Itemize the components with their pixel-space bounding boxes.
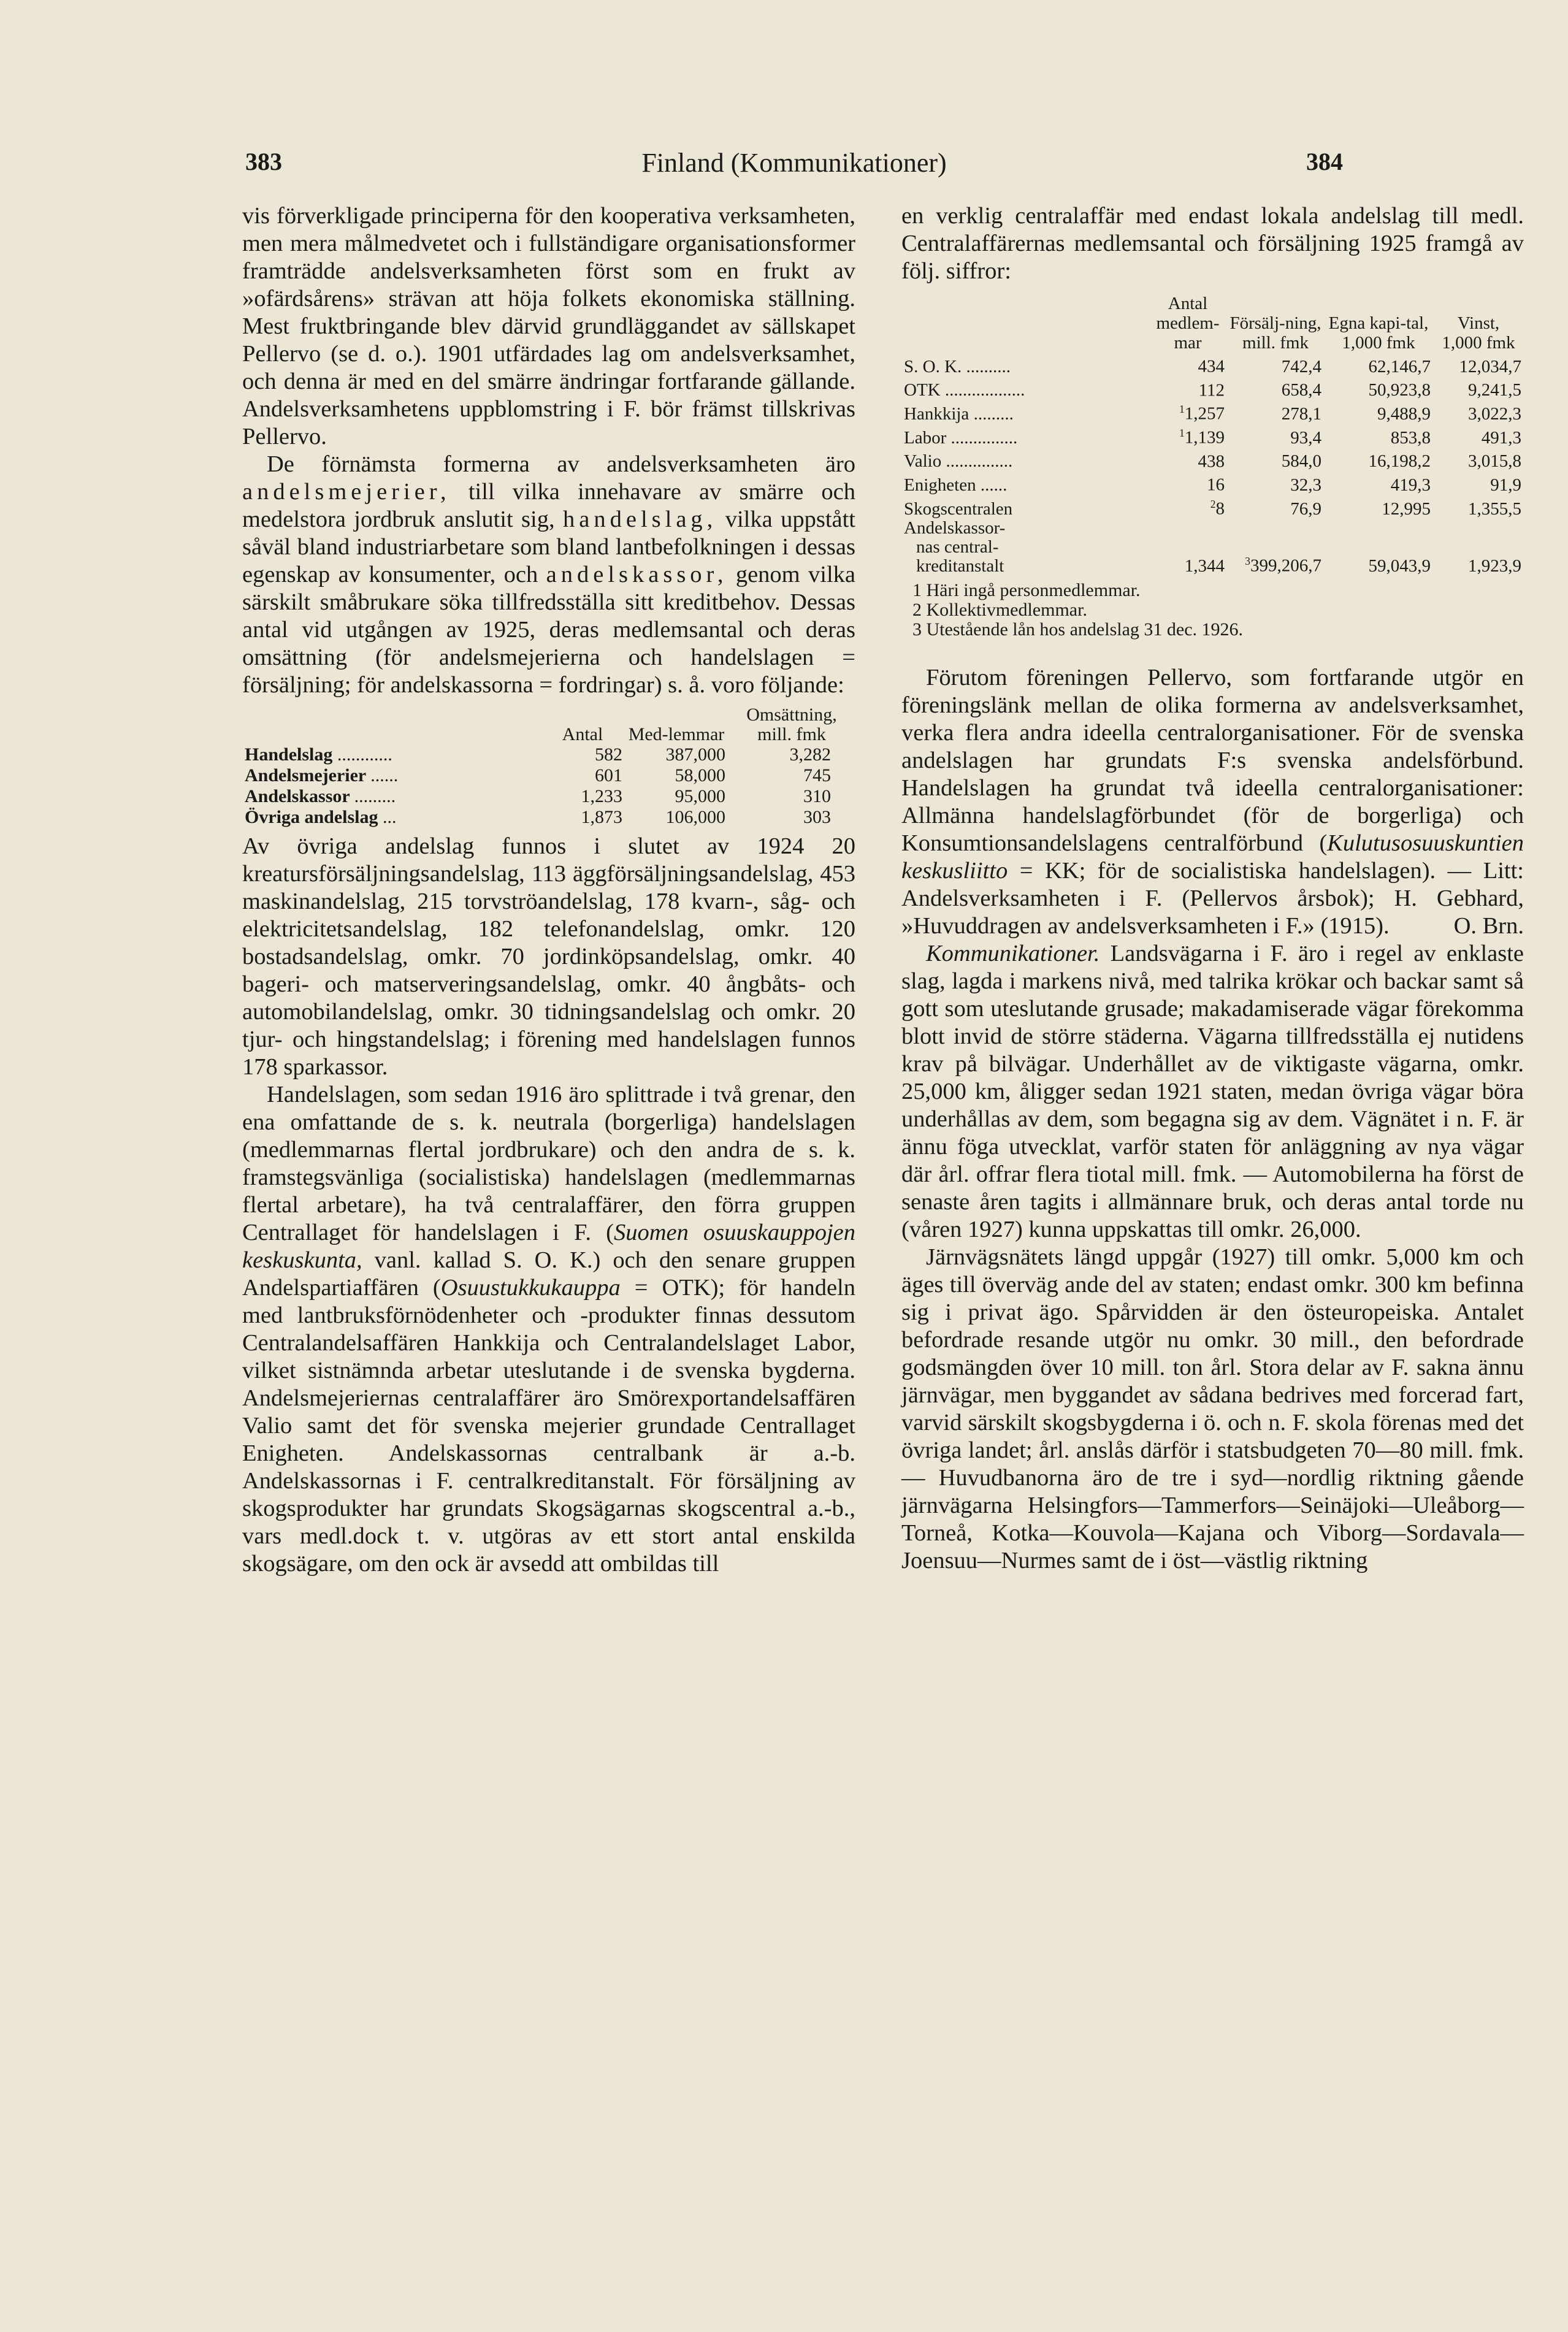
table-row: Andelskassor ......... 1,233 95,000 310 — [245, 786, 831, 806]
page-header — [245, 147, 1343, 190]
cooperatives-table — [242, 705, 855, 828]
table-row: S. O. K. .......... 434 742,4 62,146,7 12,034,7 — [904, 356, 1521, 377]
author-signature: O. Brn. — [1453, 912, 1524, 939]
right-paragraph-2: Förutom föreningen Pellervo, som fortfarande utgör en föreningslänk mellan de olika formerna av andelsverksamhet, verka flera andra ideella centralorganisationer. För de svenska andelslagen har grundats F:s svenska andelsförbund. Handelslagen ha grundat två ideella centralorganisationer: Allmänna handelslagförbundet (för de borgerliga) och Konsumtionsandelslagens centralförbund (Kulutusosuuskuntien keskusliitto = KK; för de socialistiska handelslagen). — Litt: Andelsverksamheten i F. (Pellervos årsbok); H. Gebhard, »Huvuddragen av andelsverksamheten i F.» (1915). O. Brn. — [901, 664, 1524, 939]
table-footnotes — [901, 581, 1524, 640]
right-paragraph-3: Kommunikationer. Landsvägarna i F. äro i regel av enklaste slag, lagda i markens nivå, med talrika krökar och backar samt så gott som uteslutande grusade; makadamiserade vägar förekomma blott invid de större städerna. Vägarna tillfredsställa ej nutidens krav på bilvägar. Underhållet av de viktigaste vägarna, omkr. 25,000 km, åligger sedan 1921 staten, medan övriga vägar böra underhållas av dem, som begagna sig av dem. Vägnätet i n. F. är ännu föga utvecklat, varför staten för anläggning av nya vägar där årl. offrar flera tiotal mill. fmk. — Automobilerna ha först de senaste åren tagits i allmännare bruk, och deras antal torde nu (våren 1927) kunna uppskattas till omkr. 26,000. — [901, 940, 1524, 1242]
finnish-name-otk: Osuustukkukauppa — [440, 1275, 621, 1301]
column-header: Med-lemmar — [628, 724, 725, 744]
table-row: Handelslag ............ 582 387,000 3,282 — [245, 744, 831, 765]
section-heading-kommunikationer: Kommunikationer. — [926, 940, 1100, 966]
term-handelslag: handelslag, — [563, 507, 717, 532]
page-number-left: 383 — [245, 148, 282, 175]
table-row: Andelsmejerier ...... 601 58,000 745 — [245, 765, 831, 786]
column-header: Försälj-ning, mill. fmk — [1230, 313, 1321, 353]
central-organisations-table — [901, 294, 1524, 576]
footnote: 3 Utestående lån hos andelslag 31 dec. 1926. — [912, 619, 1244, 640]
finnish-name-sok: Suomen osuuskauppojen keskuskunta, — [242, 1220, 856, 1273]
page-number-right: 384 — [1306, 148, 1343, 175]
table-row: Enigheten ...... 16 32,3 419,3 91,9 — [904, 475, 1521, 495]
table-row: Skogscentralen $^2$8 76,9 12,995 1,355,5 — [904, 497, 1521, 519]
running-title: Finland (Kommunikationer) — [641, 148, 947, 178]
left-column — [242, 202, 855, 1578]
left-paragraph-4: Handelslagen, som sedan 1916 äro splittrade i två grenar, den ena omfattande de s. k. neutrala (borgerliga) handelslagen (medlemmarnas flertal jordbrukare) och den andra de s. k. framstegsvänliga (socialistiska) handelslagen (medlemmarnas flertal arbetare), ha två centralaffärer, den förra gruppen Centrallaget för handelslagen i F. (Suomen osuuskauppojen keskuskunta, vanl. kallad S. O. K.) och den senare gruppen Andelspartiaffären (Osuustukkukauppa = OTK); för handeln med lantbruksförnödenheter och -produkter finnas dessutom Centralandelsaffären Hankkija och Centralandelslaget Labor, vilket sistnämnda arbetar uteslutande i de svenska bygderna. Andelsmejeriernas centralaffärer äro Smörexportandelsaffären Valio samt det för svenska mejerier grundade Centrallaget Enigheten. Andelskassornas centralbank är a.-b. Andelskassornas i F. centralkreditanstalt. För försäljning av skogsprodukter har grundats Skogsägarnas skogscentral a.-b., vars medl.dock t. v. utgöras av ett stort antal enskilda skogsägare, om den ock är avsedd att ombildas till — [242, 1082, 856, 1577]
right-column — [901, 202, 1524, 1575]
table-header-row — [242, 705, 855, 744]
column-header: Egna kapi-tal, 1,000 fmk — [1328, 313, 1429, 353]
table-row: OTK .................. 112 658,4 50,923,8 9,241,5 — [904, 380, 1521, 400]
table-row: Övriga andelslag ... 1,873 106,000 303 — [245, 807, 831, 827]
column-header: Vinst, 1,000 fmk — [1442, 313, 1515, 353]
table-header-row — [901, 294, 1524, 353]
footnote: 2 Kollektivmedlemmar. — [912, 599, 1087, 620]
finnish-name-kk: Kulutusosuuskuntien keskusliitto — [901, 830, 1524, 884]
right-paragraph-4: Järnvägsnätets längd uppgår (1927) till omkr. 5,000 km och äges till överväg ande del av staten; endast omkr. 300 km befinna sig i privat ägo. Spårvidden är den östeuropeiska. Antalet befordrade resande utgör nu omkr. 30 mill., den befordrade godsmängden över 10 mill. ton årl. Stora delar av F. sakna ännu järnvägar, men byggandet av sådana bedrives med forcerad fart, varvid särskilt skogsbygderna i ö. och n. F. skola förenas med det övriga landet; årl. anslås därför i statsbudgeten 70—80 mill. fmk. — Huvudbanorna äro de tre i syd—nordlig riktning gående järnvägarna Helsingfors—Tammerfors—Seinäjoki—Uleåborg—Torneå, Kotka—Kouvola—Kajana och Viborg—Sordavala—Joensuu—Nurmes samt de i öst—västlig riktning — [901, 1244, 1524, 1573]
column-header: Antal — [562, 724, 603, 744]
right-paragraph-1: en verklig centralaffär med endast lokala andelslag till medl. Centralaffärernas medlemsantal och försäljning 1925 framgå av följ. siffror: — [901, 203, 1524, 284]
left-paragraph-1: vis förverkligade principerna för den kooperativa verksamheten, men mera målmedvetet och i fullständigare organisationsformer framträdde andelsverksamheten först som en frukt av »ofärdsårens» strävan att höja folkets ekonomiska ställning. Mest fruktbringande blev därvid grundläggandet av sällskapet Pellervo (se d. o.). 1901 utfärdades lag om andelsverksamhet, och denna är med en del smärre ändringar fortfarande gällande. Andelsverksamhetens uppblomstring i F. bör främst tillskrivas Pellervo. — [242, 203, 855, 449]
left-paragraph-3: Av övriga andelslag funnos i slutet av 1924 20 kreatursförsäljningsandelslag, 113 äggförsäljningsandelslag, 453 maskinandelslag, 215 torvströandelslag, 178 kvarn-, såg- och elektricitetsandelslag, 182 telefonandelslag, omkr. 120 bostadsandelslag, omkr. 70 jordinköpsandelslag, omkr. 40 bageri- och matserveringsandelslag, omkr. 40 ångbåts- och automobilandelslag, omkr. 30 tidningsandelslag och omkr. 20 tjur- och hingstandelslag; i förening med handelslagen funnos 178 sparkassor. — [242, 833, 855, 1080]
table-row: Hankkija ......... $^1$1,257 278,1 9,488,9 3,022,3 — [904, 403, 1521, 424]
table-row: Andelskassor- nas central- kreditanstalt 1,344 $^3$399,206,7 59,043,9 1,923,9 — [904, 518, 1521, 576]
table-row: Valio ............... 438 584,0 16,198,2 3,015,8 — [904, 451, 1521, 472]
left-paragraph-2: De förnämsta formerna av andelsverksamheten äro andelsmejerier, till vilka innehavare av smärre och medelstora jordbruk anslutit sig, handelslag, vilka uppstått såväl bland industriarbetare som bland lantbefolkningen i dessas egenskap av konsumenter, och andelskassor, genom vilka särskilt småbrukare söka tillfredsställa sitt kreditbehov. Dessas antal vid utgången av 1925, deras medlemsantal och deras omsättning (för andelsmejerierna och handelslagen = försäljning; för andelskassorna = fordringar) s. å. voro följande: — [242, 451, 856, 698]
table-row: Labor ............... $^1$1,139 93,4 853,8 491,3 — [904, 426, 1521, 448]
term-andelsmejerier: andelsmejerier, — [242, 479, 451, 505]
footnote: 1 Häri ingå personmedlemmar. — [912, 579, 1141, 600]
term-andelskassor: andelskassor, — [546, 562, 728, 587]
column-header: Antal medlem-mar — [1156, 294, 1220, 353]
column-header: Omsättning, mill. fmk — [746, 705, 837, 744]
